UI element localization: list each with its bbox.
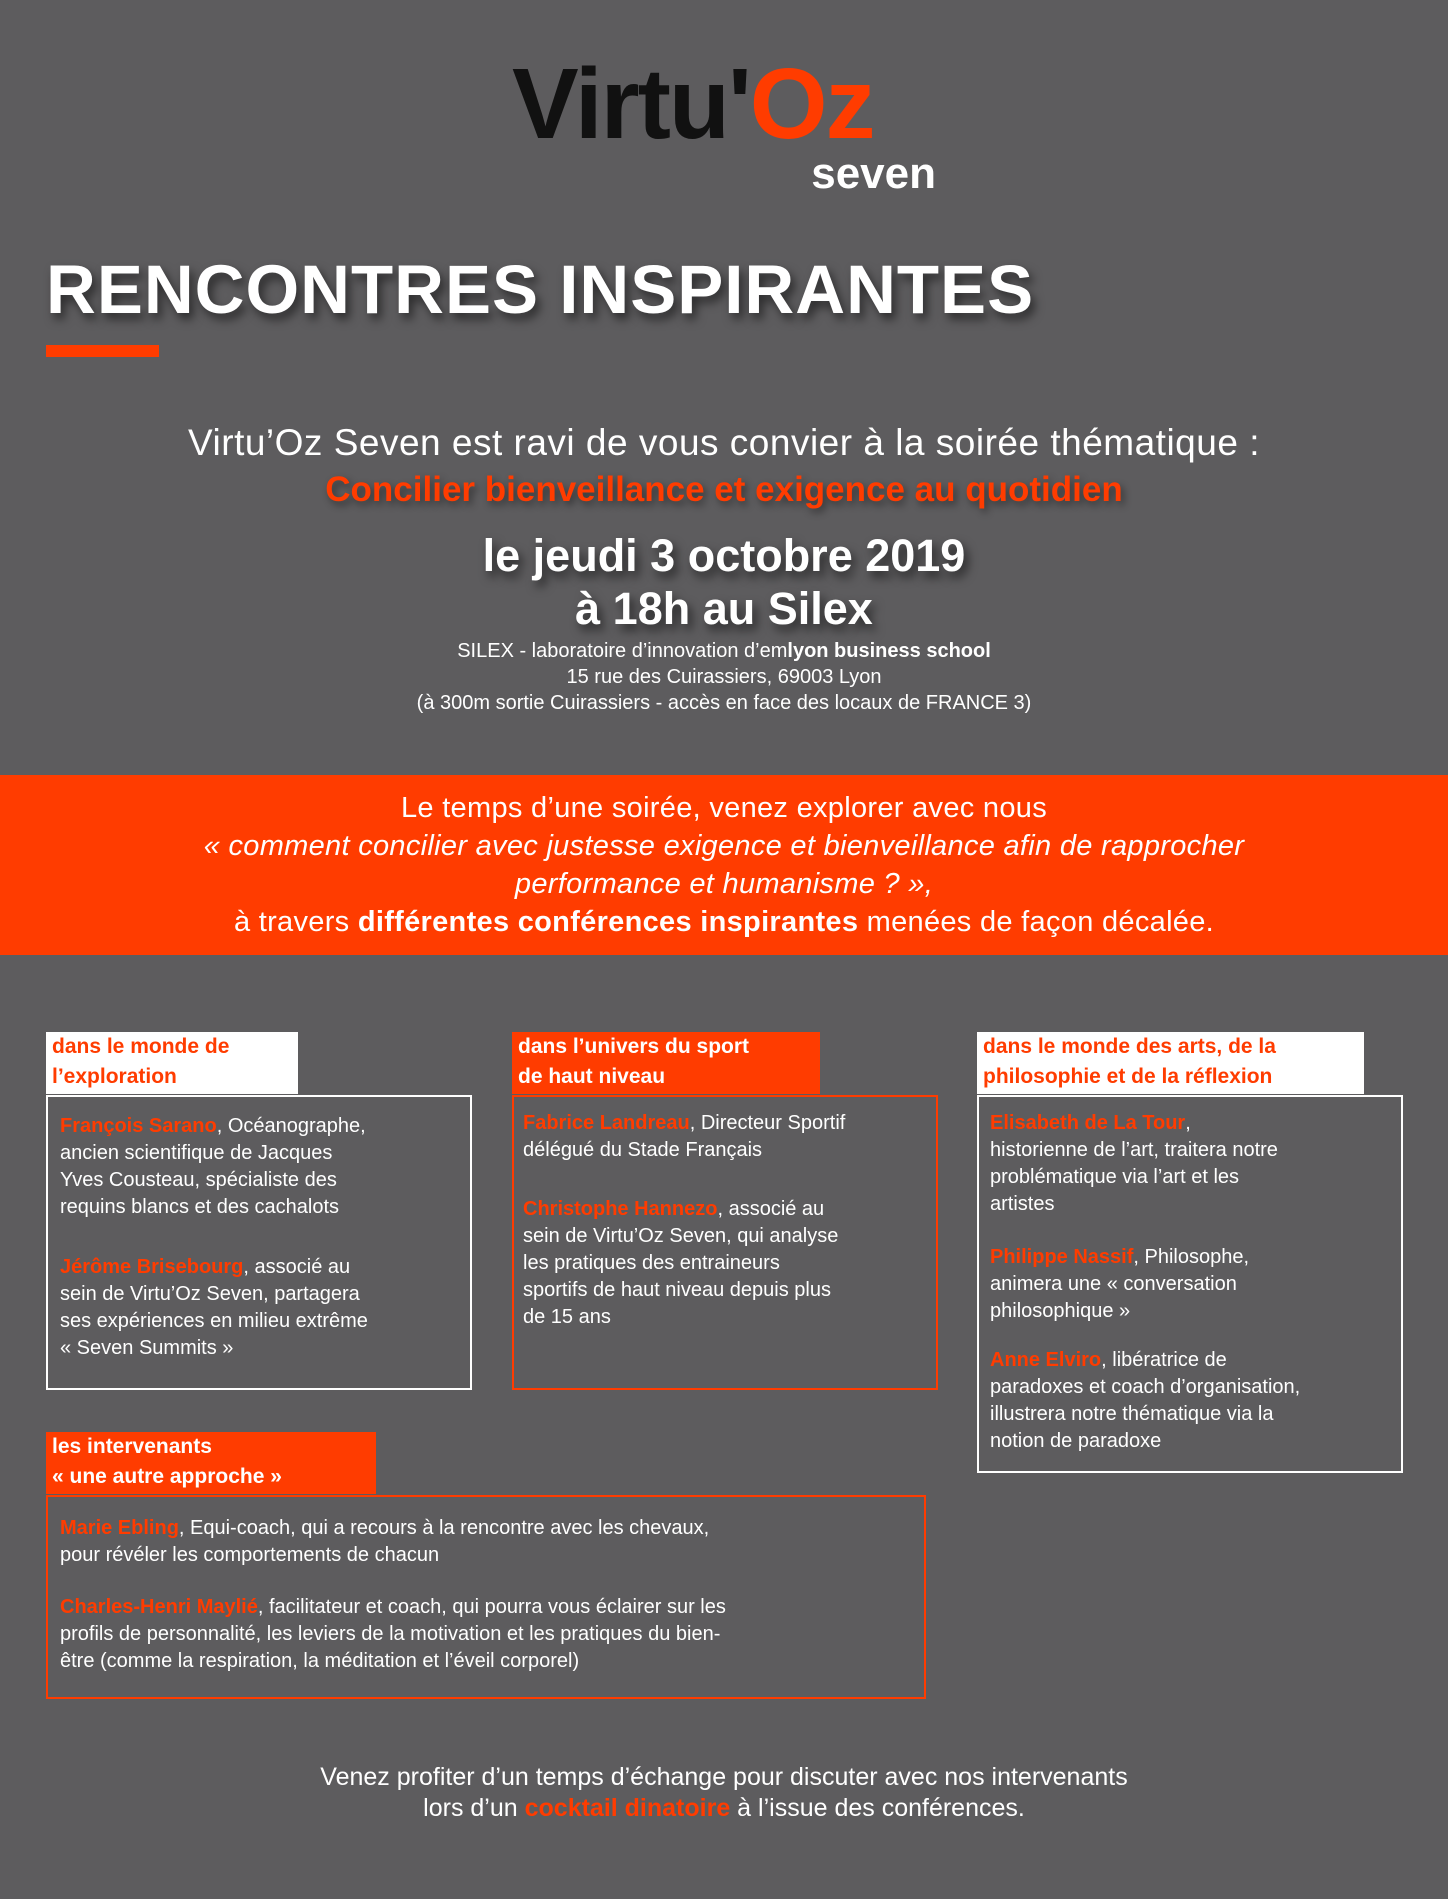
event-date: le jeudi 3 octobre 2019: [482, 530, 966, 581]
group-tag-line: dans le monde des arts, de la: [983, 1035, 1276, 1058]
group-tag-line: de haut niveau: [518, 1065, 666, 1088]
logo-graphic: [0, 50, 1448, 200]
group-tag-line: philosophie et de la réflexion: [983, 1065, 1273, 1088]
group-tag-line: l’exploration: [52, 1065, 177, 1088]
speaker-philippe-nassif: Philippe Nassif, Philosophe, animera une « conversation philosophique »: [990, 1246, 1250, 1322]
band-line-3: performance et humanisme ? »,: [514, 868, 934, 900]
closing-line-1: Venez profiter d’un temps d’échange pour discuter avec nos intervenants: [320, 1763, 1128, 1791]
group-tag-line: « une autre approche »: [52, 1465, 282, 1488]
group-tag-arts: [977, 1032, 1364, 1094]
speaker-fabrice-landreau: Fabrice Landreau, Directeur Sportif délégué du Stade Français: [523, 1112, 846, 1161]
group-tag-exploration: [46, 1032, 298, 1094]
address-line-1: SILEX - laboratoire d’innovation d’emlyon business school: [457, 640, 991, 662]
speaker-jerome-brisebourg: Jérôme Brisebourg, associé au sein de Virtu’Oz Seven, partagera ses expériences en milieu extrême « Seven Summits »: [60, 1256, 368, 1359]
speaker-francois-sarano: François Sarano, Océanographe, ancien scientifique de Jacques Yves Cousteau, spécialiste des requins blancs et des cachalots: [60, 1115, 366, 1218]
logo-brand: Virtu'Oz: [512, 50, 874, 160]
title-underline: [46, 345, 159, 357]
speaker-charles-henri-maylie: Charles-Henri Maylié, facilitateur et coach, qui pourra vous éclairer sur les profils de personnalité, les leviers de la motivation et les pratiques du bien- être (comme la respiration, la méditation et l’éveil corporel): [60, 1596, 726, 1672]
intro-text: Virtu’Oz Seven est ravi de vous convier à la soirée thématique :: [188, 422, 1260, 463]
group-tag-sport: [512, 1032, 820, 1094]
speaker-marie-ebling: Marie Ebling, Equi-coach, qui a recours à la rencontre avec les chevaux, pour révéler les comportements de chacun: [60, 1517, 710, 1566]
page-title: RENCONTRES INSPIRANTES: [46, 251, 1035, 328]
address-line-2: 15 rue des Cuirassiers, 69003 Lyon: [566, 666, 882, 688]
logo: [0, 50, 1448, 200]
speaker-christophe-hannezo: Christophe Hannezo, associé au sein de Virtu’Oz Seven, qui analyse les pratiques des entraineurs sportifs de haut niveau depuis plus de 15 ans: [523, 1198, 839, 1328]
band-line-4: à travers différentes conférences inspirantes menées de façon décalée.: [233, 906, 1215, 938]
group-tag-line: dans le monde de: [52, 1035, 230, 1058]
address-line-3: (à 300m sortie Cuirassiers - accès en face des locaux de FRANCE 3): [416, 692, 1032, 714]
theme-text: Concilier bienveillance et exigence au quotidien: [325, 470, 1123, 509]
event-time: à 18h au Silex: [575, 583, 873, 634]
group-tag-autre-approche: [46, 1432, 376, 1494]
closing-line-2: lors d’un cocktail dinatoire à l’issue des conférences.: [423, 1794, 1025, 1822]
speaker-elisabeth-de-la-tour: Elisabeth de La Tour, historienne de l’art, traitera notre problématique via l’art et les artistes: [990, 1112, 1278, 1215]
logo-sub: seven: [811, 149, 936, 198]
band-line-2: « comment concilier avec justesse exigence et bienveillance afin de rapprocher: [203, 830, 1245, 862]
band-line-1: Le temps d’une soirée, venez explorer avec nous: [400, 792, 1048, 824]
group-tag-line: les intervenants: [52, 1435, 212, 1458]
group-tag-line: dans l’univers du sport: [518, 1035, 750, 1058]
speaker-anne-elviro: Anne Elviro, libératrice de paradoxes et coach d’organisation, illustrera notre thématique via la notion de paradoxe: [990, 1349, 1301, 1452]
